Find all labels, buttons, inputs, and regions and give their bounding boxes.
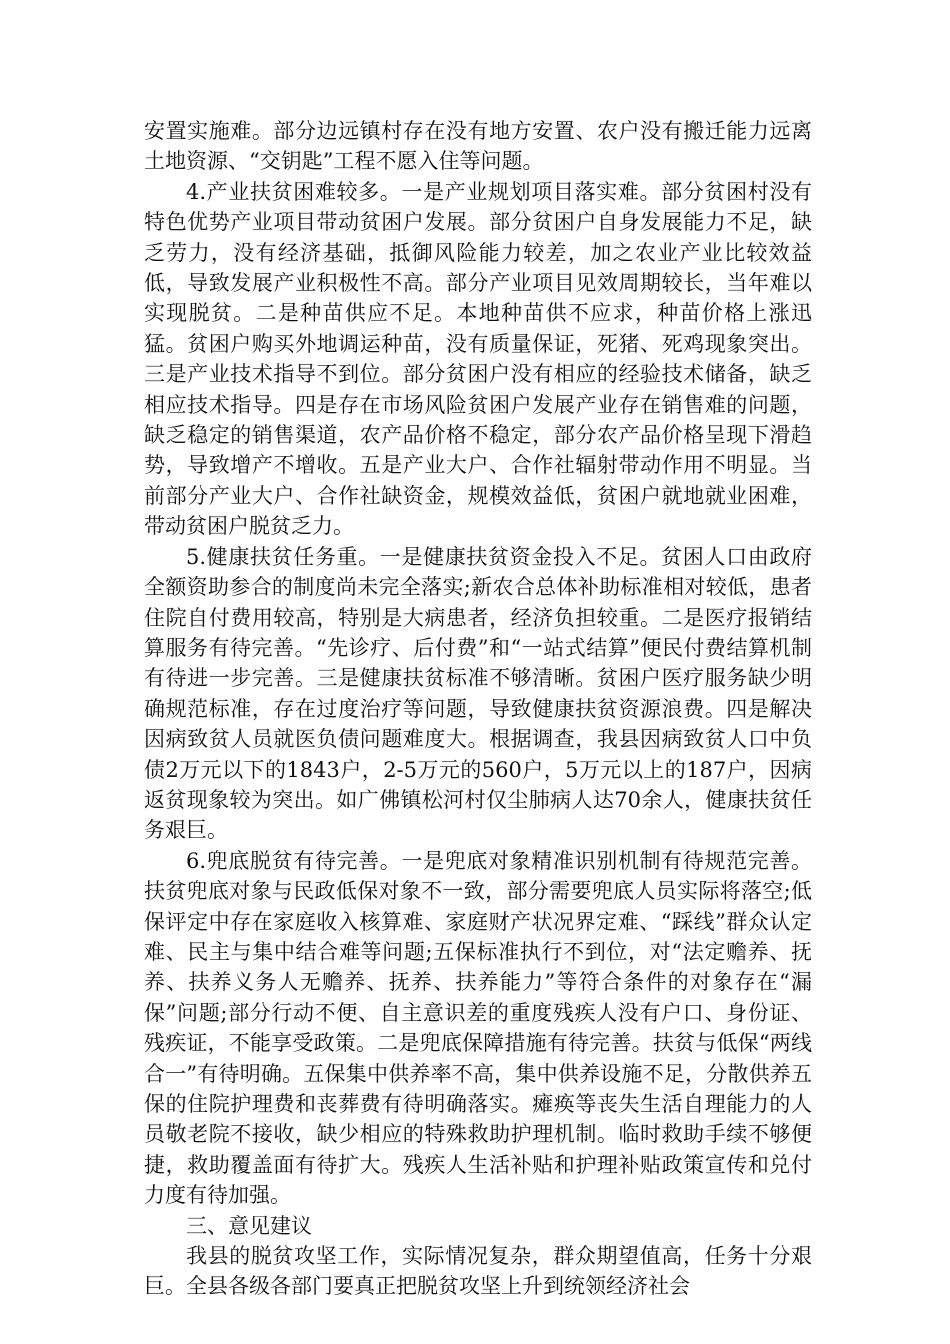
paragraph-health-poverty: 5.健康扶贫任务重。一是健康扶贫资金投入不足。贫困人口由政府全额资助参合的制度尚未完全落实;新农合总体补助标准相对较低，患者住院自付费用较高，特别是大病患者，经济负担较重。二是医疗报销结算服务有待完善。“先诊疗、后付费”和“一站式结算”便民付费结算机制有待进一步完善。三是健康扶贫标准不够清晰。贫困户医疗服务缺少明确规范标准，存在过度治疗等问题，导致健康扶贫资源浪费。四是解决因病致贫人员就医负债问题难度大。根据调查，我县因病致贫人口中负债2万元以下的1843户，2-5万元的560户，5万元以上的187户，因病返贫现象较为突出。如广佛镇松河村仅尘肺病人达70余人，健康扶贫任务艰巨。: [144, 544, 812, 843]
paragraph-relocation-continued: 安置实施难。部分边远镇村存在没有地方安置、农户没有搬迁能力远离土地资源、“交钥匙”工程不愿入住等问题。: [144, 119, 812, 174]
paragraph-suggestions-intro: 我县的脱贫攻坚工作，实际情况复杂，群众期望值高，任务十分艰巨。全县各级各部门要真正把脱贫攻坚上升到统领经济社会: [144, 1244, 812, 1299]
document-page: [144, 116, 812, 1302]
paragraph-industry-poverty: 4.产业扶贫困难较多。一是产业规划项目落实难。部分贫困村没有特色优势产业项目带动贫困户发展。部分贫困户自身发展能力不足，缺乏劳力，没有经济基础，抵御风险能力较差，加之农业产业比较效益低，导致发展产业积极性不高。部分产业项目见效周期较长，当年难以实现脱贫。二是种苗供应不足。本地种苗供不应求，种苗价格上涨迅猛。贫困户购买外地调运种苗，没有质量保证，死猪、死鸡现象突出。三是产业技术指导不到位。部分贫困户没有相应的经验技术储备，缺乏相应技术指导。四是存在市场风险贫困户发展产业存在销售难的问题，缺乏稳定的销售渠道，农产品价格不稳定，部分农产品价格呈现下滑趋势，导致增产不增收。五是产业大户、合作社辐射带动作用不明显。当前部分产业大户、合作社缺资金，规模效益低，贫困户就地就业困难，带动贫困户脱贫乏力。: [144, 179, 812, 539]
paragraph-safety-net: 6.兜底脱贫有待完善。一是兜底对象精准识别机制有待规范完善。扶贫兜底对象与民政低保对象不一致，部分需要兜底人员实际将落空;低保评定中存在家庭收入核算难、家庭财产状况界定难、“踩线”群众认定难、民主与集中结合难等问题;五保标准执行不到位，对“法定赡养、抚养、扶养义务人无赡养、抚养、扶养能力”等符合条件的对象存在“漏保”问题;部分行动不便、自主意识差的重度残疾人没有户口、身份证、残疾证，不能享受政策。二是兜底保障措施有待完善。扶贫与低保“两线合一”有待明确。五保集中供养率不高，集中供养设施不足，分散供养五保的住院护理费和丧葬费有待明确落实。瘫痪等丧失生活自理能力的人员敬老院不接收，缺少相应的特殊救助护理机制。临时救助手续不够便捷，救助覆盖面有待扩大。残疾人生活补贴和护理补贴政策宣传和兑付力度有待加强。: [144, 848, 812, 1208]
section-heading-suggestions: 三、意见建议: [186, 1213, 312, 1238]
